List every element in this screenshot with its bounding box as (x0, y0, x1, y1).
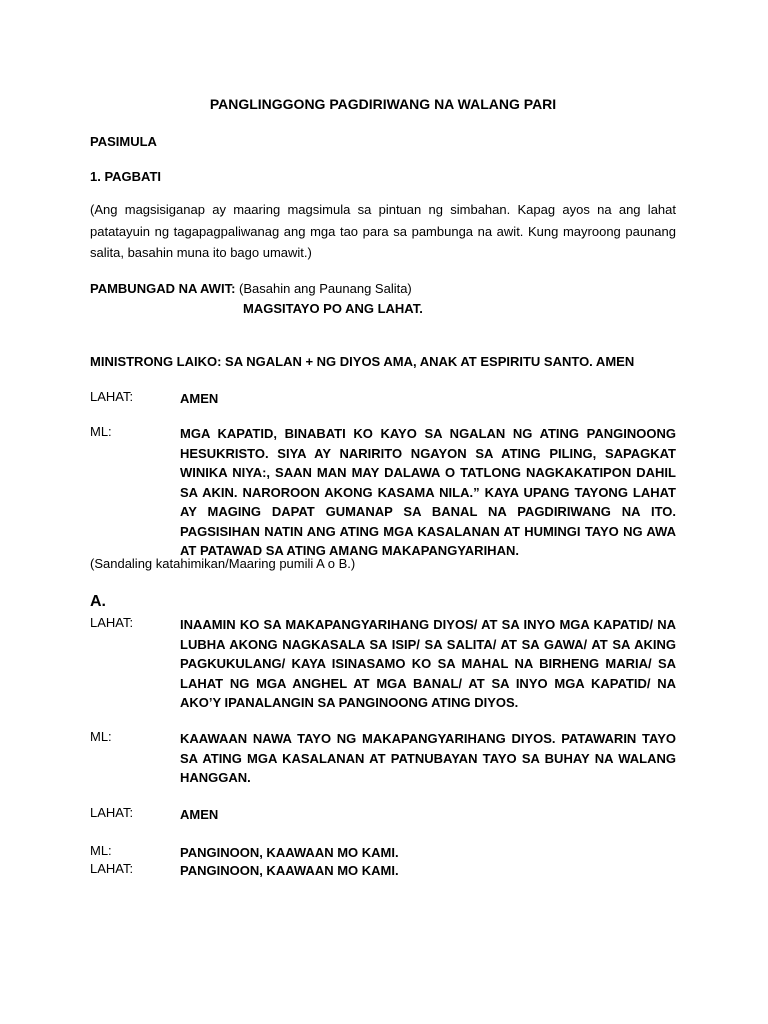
speaker-text: AMEN (180, 807, 219, 822)
sandali-note: (Sandaling katahimikan/Maaring pumili A o B.) (90, 556, 356, 571)
pambungad-note: (Basahin ang Paunang Salita) (239, 281, 412, 296)
speaker-label: LAHAT: (90, 861, 134, 876)
speaker-text: AMEN (180, 391, 219, 406)
speaker-label: ML: (90, 424, 112, 439)
speaker-text: PANGINOON, KAAWAAN MO KAMI. (180, 845, 399, 860)
speaker-text: KAAWAAN NAWA TAYO NG MAKAPANGYARIHANG DIYOS. PATAWARIN TAYO SA ATING MGA KASALANAN AT PATNUBAYAN TAYO SA BUHAY NA WALANG HANGGAN. (180, 731, 676, 785)
speaker-text: PANGINOON, KAAWAAN MO KAMI. (180, 863, 399, 878)
pambungad-label: PAMBUNGAD NA AWIT: (90, 281, 236, 296)
speaker-label: LAHAT: (90, 389, 134, 404)
document-title: PANGLINGGONG PAGDIRIWANG NA WALANG PARI (209, 96, 557, 112)
section-a-heading: A. (90, 593, 106, 610)
speaker-text: INAAMIN KO SA MAKAPANGYARIHANG DIYOS/ AT SA INYO MGA KAPATID/ NA LUBHA AKONG NAGKASALA SA ISIP/ SA SALITA/ AT SA GAWA/ AT SA AKING PAGKUKULANG/ KAYA ISINASAMO KO SA MAHAL NA BIRHENG MARIA/ SA LAHAT NG MGA ANGHEL AT MGA BANAL/ AT SA INYO MGA KAPATID/ NA AKO’Y IPANALANGIN SA PANGINOONG ATING DIYOS. (180, 617, 676, 710)
speaker-text: MGA KAPATID, BINABATI KO KAYO SA NGALAN NG ATING PANGINOONG HESUKRISTO. SIYA AY NARIRITO NGAYON SA ATING PILING, SAPAGKAT WINIKA NIYA:, SAAN MAN MAY DALAWA O TATLONG NAGKAKATIPON DAHIL SA AKIN. NAROROON AKONG KASAMA NILA.” KAYA UPANG TAYONG LAHAT AY MAGING DAPAT GUMANAP SA BANAL NA PAGDIRIWANG NA ITO. PAGSISIHAN NATIN ANG ATING MGA KASALANAN AT HUMINGI TAYO NG AWA AT PATAWAD SA ATING AMANG MAKAPANGYARIHAN. (180, 426, 676, 558)
section-pagbati: 1. PAGBATI (90, 169, 162, 184)
intro-paragraph: (Ang magsisiganap ay maaring magsimula sa pintuan ng simbahan. Kapag ayos na ang lahat patatayuin ng tagapagpaliwanag ang mga tao para sa pambunga na awit. Kung mayroong paunang salita, basahin muna ito bago umawit.) (90, 202, 676, 260)
section-pasimula: PASIMULA (90, 134, 157, 149)
ministro-line: MINISTRONG LAIKO: SA NGALAN + NG DIYOS AMA, ANAK AT ESPIRITU SANTO. AMEN (90, 354, 635, 369)
pambungad-line (90, 281, 412, 296)
speaker-label: LAHAT: (90, 615, 134, 630)
speaker-label: ML: (90, 843, 112, 858)
speaker-label: LAHAT: (90, 805, 134, 820)
magsitayo-line: MAGSITAYO PO ANG LAHAT. (243, 301, 423, 316)
speaker-label: ML: (90, 729, 112, 744)
